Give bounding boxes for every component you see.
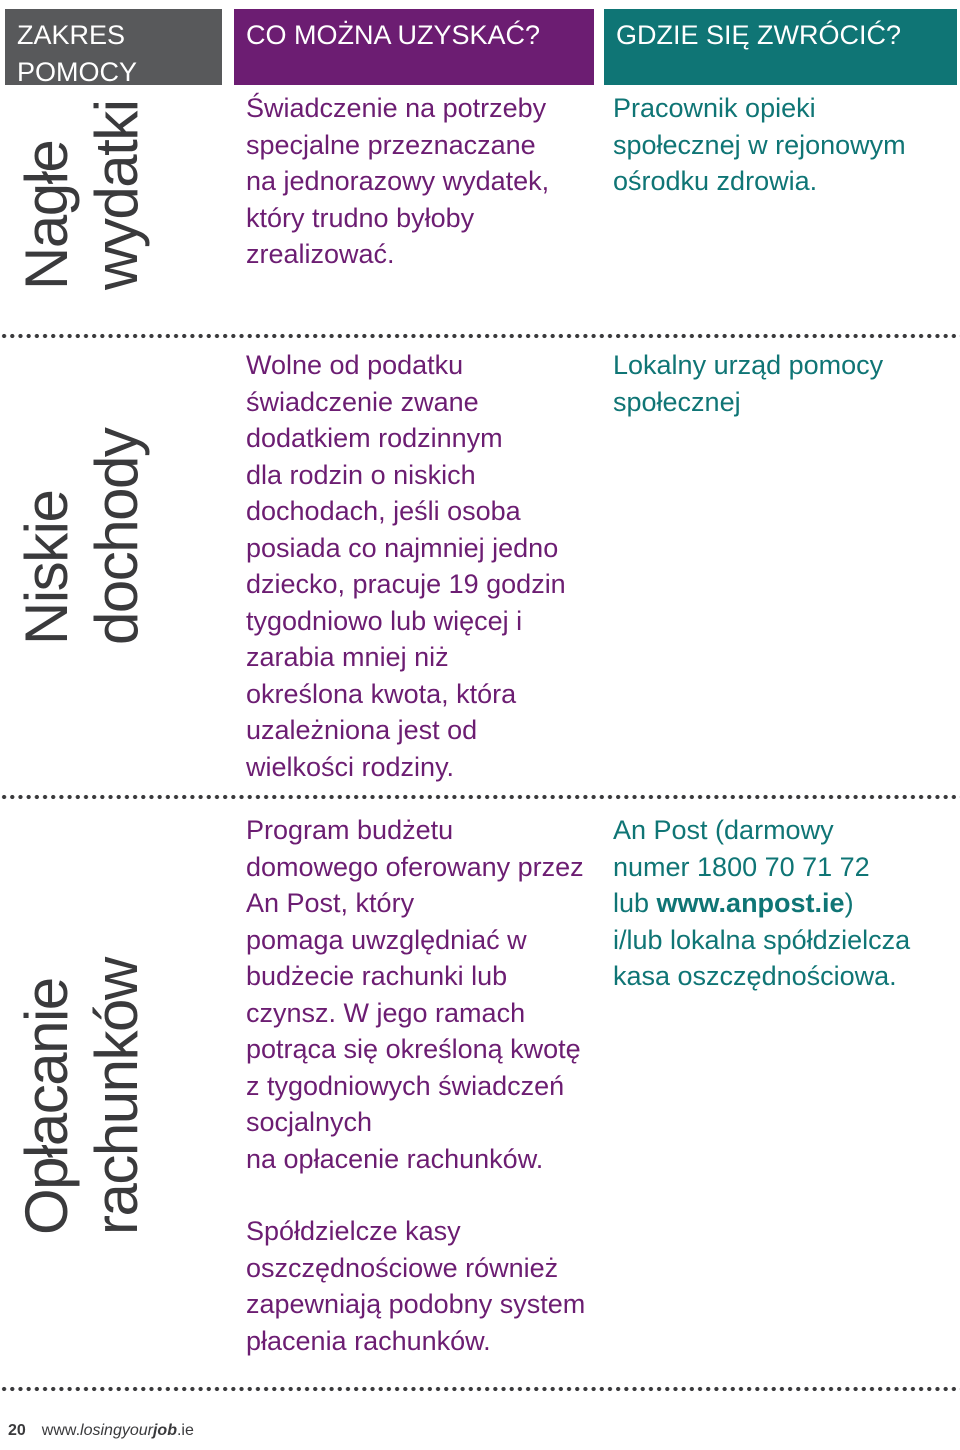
text-line: ośrodku zdrowia. bbox=[613, 166, 818, 196]
what-low-income bbox=[246, 347, 601, 785]
text-fragment: lub bbox=[613, 888, 657, 918]
category-line: dochody bbox=[83, 428, 150, 645]
text-line: społecznej bbox=[613, 386, 741, 417]
text-line: płacenia rachunków. bbox=[246, 1325, 491, 1356]
text-line: numer 1800 70 71 72 bbox=[613, 851, 870, 882]
text-line: społecznej w rejonowym bbox=[613, 129, 906, 160]
category-line: Opłacanie bbox=[13, 978, 80, 1235]
text-line: Pracownik opieki bbox=[613, 93, 816, 123]
text-line: czynsz. W jego ramach bbox=[246, 997, 526, 1028]
where-sudden-expenses bbox=[613, 90, 953, 200]
text-line: świadczenie zwane bbox=[246, 386, 479, 417]
what-paying-bills-extra bbox=[246, 1213, 601, 1359]
text-line: i/lub lokalna spółdzielcza bbox=[613, 924, 911, 955]
text-line: z tygodniowych świadczeń bbox=[246, 1070, 565, 1101]
text-line: zarabia mniej niż bbox=[246, 642, 449, 672]
row-divider bbox=[0, 1386, 960, 1392]
text-line: Lokalny urząd pomocy bbox=[613, 350, 884, 380]
header-scope: ZAKRES POMOCY bbox=[5, 9, 222, 85]
text-line: Program budżetu bbox=[246, 815, 454, 845]
text-fragment: ) bbox=[844, 888, 854, 918]
text-line: posiada co najmniej jedno bbox=[246, 532, 559, 563]
text-line bbox=[613, 885, 953, 922]
text-line: określona kwota, która bbox=[246, 678, 517, 709]
text-line: zapewniają podobny system bbox=[246, 1289, 586, 1319]
site-suffix: .ie bbox=[176, 1422, 194, 1439]
row-divider bbox=[0, 794, 960, 800]
text-line: Wolne od podatku bbox=[246, 350, 464, 380]
header-what: CO MOŻNA UZYSKAĆ? bbox=[234, 9, 594, 85]
text-line: kasa oszczędnościowa. bbox=[613, 961, 897, 991]
site-bold: job bbox=[152, 1422, 177, 1439]
where-low-income bbox=[613, 347, 953, 420]
category-line: rachunków bbox=[83, 958, 150, 1235]
what-paying-bills bbox=[246, 812, 601, 1177]
what-sudden-expenses bbox=[246, 90, 601, 273]
text-line: dziecko, pracuje 19 godzin bbox=[246, 569, 566, 599]
where-paying-bills bbox=[613, 812, 953, 995]
text-line: An Post (darmowy bbox=[613, 815, 834, 845]
text-line: domowego oferowany przez bbox=[246, 851, 584, 882]
text-line: potrąca się określoną kwotę bbox=[246, 1034, 581, 1064]
text-line: dochodach, jeśli osoba bbox=[246, 496, 521, 526]
text-line: budżecie rachunki lub bbox=[246, 961, 508, 991]
text-line: uzależniona jest od bbox=[246, 715, 478, 745]
text-line: Świadczenie na potrzeby bbox=[246, 93, 547, 123]
category-line: Niskie bbox=[13, 490, 80, 645]
page-number: 20 bbox=[8, 1422, 26, 1439]
row-divider bbox=[0, 333, 960, 339]
text-line: pomaga uwzględniać w bbox=[246, 924, 527, 955]
category-line: Nagłe bbox=[13, 140, 80, 290]
page-footer bbox=[8, 1422, 194, 1440]
text-line: dodatkiem rodzinnym bbox=[246, 423, 503, 453]
site-prefix: www. bbox=[41, 1422, 81, 1439]
text-line: dla rodzin o niskich bbox=[246, 459, 476, 490]
text-line: wielkości rodziny. bbox=[246, 751, 455, 782]
category-line: wydatki bbox=[83, 100, 150, 290]
header-where: GDZIE SIĘ ZWRÓCIĆ? bbox=[604, 9, 957, 85]
text-line: socjalnych bbox=[246, 1107, 373, 1137]
text-line: na opłacenie rachunków. bbox=[246, 1143, 544, 1174]
text-line: tygodniowo lub więcej i bbox=[246, 605, 523, 636]
text-line: na jednorazowy wydatek, bbox=[246, 166, 550, 196]
text-line: Spółdzielcze kasy bbox=[246, 1216, 461, 1246]
text-line: który trudno byłoby bbox=[246, 202, 475, 233]
text-line: oszczędnościowe również bbox=[246, 1252, 559, 1283]
anpost-link[interactable]: www.anpost.ie bbox=[656, 888, 845, 918]
text-line: specjalne przeznaczane bbox=[246, 129, 536, 160]
text-line: An Post, który bbox=[246, 888, 415, 918]
text-line: zrealizować. bbox=[246, 239, 395, 269]
site-mid: losingyour bbox=[80, 1422, 153, 1439]
